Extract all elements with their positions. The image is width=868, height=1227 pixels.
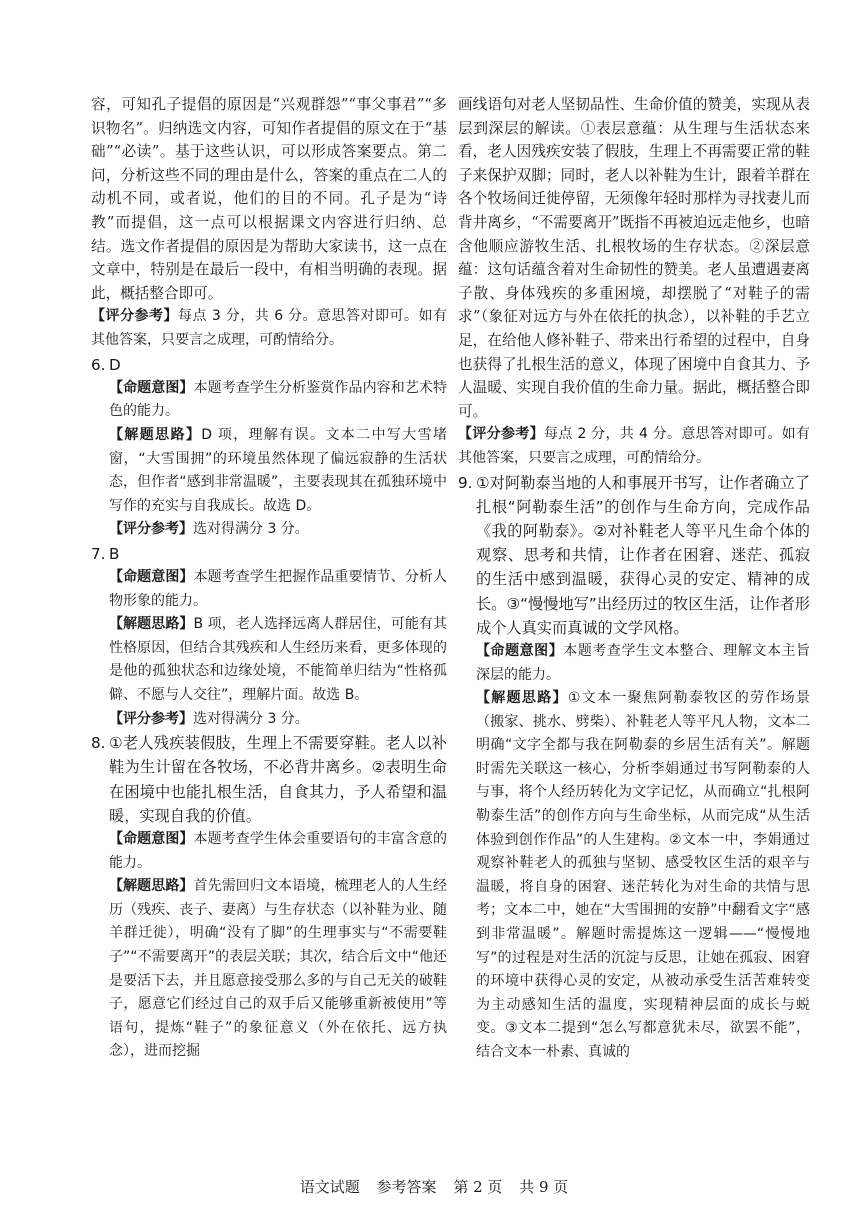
q7-idea: [91, 613, 447, 707]
intent-text: 本题考查学生文本整合、理解文本主旨深层的能力。: [476, 642, 811, 683]
q8-answer: [91, 731, 447, 828]
score-text: 每点 3 分，共 6 分。意思答对即可。如有其他答案，只要言之成理，可酌情给分。: [91, 308, 448, 348]
question-number: 8.: [91, 734, 106, 753]
score-text: 选对得满分 3 分。: [193, 521, 309, 538]
score-tag: 【评分参考】: [109, 710, 193, 727]
idea-tag: 【解题思路】: [109, 426, 202, 443]
question-number: 9.: [458, 473, 473, 492]
q5-score-reference: [91, 305, 447, 352]
idea-text: ①文本一聚焦阿勒泰牧区的劳作场景（搬家、挑水、劈柴）、补鞋老人等平凡人物，文本二明确“文字全都与我在阿勒泰的乡居生活有关”。解题时需先关联这一核心，分析李娟通过书写阿勒泰的人与事，将个人经历转化为文字记忆，从而确立“扎根阿勒泰生活”的创作方向与生命坐标，从而完成“从生活体验到创作作品”的人生建构。②文本一中，李娟通过观察补鞋老人的孤独与坚韧、感受牧区生活的艰辛与温暖，将自身的困窘、迷茫转化为对生命的共情与思考；文本二中，她在“大雪围拥的安静”中翻看文字“感到非常温暖”。解题时需提炼这一逻辑——“慢慢地写”的过程是对生活的沉淀与反思，让她在孤寂、困窘的环境中获得心灵的安定，从被动承受生活苦难转变为主动感知生活的温度，实现精神层面的成长与蜕变。③文本二提到“怎么写都意犹未尽，欲罢不能”，结合文本一朴素、真诚的: [476, 690, 810, 1061]
intent-tag: 【命题意图】: [109, 831, 194, 848]
q7-intent: [91, 566, 447, 613]
answer-text: D: [109, 355, 121, 374]
footer-total: 共 9 页: [519, 1178, 569, 1196]
q6-answer: [91, 353, 447, 377]
idea-text: D 项，理解有误。文本二中写大雪堵窗，“大雪围拥”的环境虽然体现了偏远寂静的生活状态，但作者“感到非常温暖”，主要表现其在孤独环境中写作的充实与自我成长。故选 D。: [109, 426, 447, 514]
left-column: [91, 93, 447, 1064]
q6-score: [91, 518, 447, 542]
right-column: [458, 93, 810, 1065]
question-number: 6.: [91, 355, 106, 374]
score-text: 每点 2 分，共 4 分。意思答对即可。如有其他答案，只要言之成理，可酌情给分。: [458, 426, 810, 466]
q8-idea-continued: 画线语句对老人坚韧品性、生命价值的赞美，实现从表层到深层的解读。①表层意蕴：从生理与生活状态来看，老人因残疾安装了假肢，生理上不再需要正常的鞋子来保护双脚；同时，老人以补鞋为生计，跟着羊群在各个牧场间迁徙停留，无须像年轻时那样为寻找妻儿而背井离乡，“不需要离开”既指不再被迫远走他乡，也暗含他顺应游牧生活、扎根牧场的生存状态。②深层意蕴：这句话蕴含着对生命韧性的赞美。老人虽遭遇妻离子散、身体残疾的多重困境，却摆脱了“对鞋子的需求”（象征对远方与外在依托的执念），以补鞋的手艺立足，在给他人修补鞋子、带来出行希望的过程中，自身也获得了扎根生活的意义，体现了困境中自食其力、予人温暖、实现自我价值的生命力量。据此，概括整合即可。: [458, 96, 810, 420]
intent-tag: 【命题意图】: [476, 642, 564, 659]
footer-page: 第 2 页: [453, 1178, 503, 1196]
page-footer: [0, 1176, 868, 1197]
q8-intent: [91, 828, 447, 875]
q9-answer: [458, 471, 810, 640]
q7-answer: [91, 542, 447, 566]
intent-text: 本题考查学生体会重要语句的丰富含意的能力。: [109, 831, 448, 871]
score-tag: 【评分参考】: [458, 426, 545, 443]
answer-text: B: [109, 544, 120, 563]
intent-tag: 【命题意图】: [109, 569, 194, 586]
score-tag: 【评分参考】: [91, 308, 178, 325]
q9-idea: [458, 687, 810, 1065]
q8-idea: [91, 875, 447, 1064]
question-number: 7.: [91, 544, 106, 563]
intent-text: 本题考查学生把握作品重要情节、分析人物形象的能力。: [109, 569, 448, 609]
q9-intent: [458, 640, 810, 687]
idea-tag: 【解题思路】: [476, 690, 568, 707]
footer-subject: 语文试题: [299, 1178, 360, 1196]
q5-analysis-continued: 容，可知孔子提倡的原因是“兴观群怨”“事父事君”“多识物名”。归纳选文内容，可知作者提倡的原文在于“基础”“必读”。基于这些认识，可以形成答案要点。第二问，分析这些不同的理由是什么，答案的重点在二人的动机不同，或者说，他们的目的不同。孔子是为“诗教”而提倡，这一点可以根据课文内容进行归纳、总结。选文作者提倡的原因是为帮助大家读书，这一点在文章中，特别是在最后一段中，有相当明确的表现。据此，概括整合即可。: [91, 96, 447, 302]
idea-text: 首先需回归文本语境，梳理老人的人生经历（残疾、丧子、妻离）与生存状态（以补鞋为业、随羊群迁徙），明确“没有了脚”的生理事实与“不需要鞋子”“不需要离开”的表层关联；其次，结合后文中“他还是要活下去，并且愿意接受那么多的与自己无关的破鞋子，愿意它们经过自己的双手后又能够重新被使用”等语句，提炼“鞋子”的象征意义（外在依托、远方执念），进而挖掘: [109, 878, 448, 1060]
q7-score: [91, 708, 447, 732]
idea-text: B 项，老人选择远离人群居住，可能有其性格原因，但结合其残疾和人生经历来看，更多体现的是他的孤独状态和边缘处境，不能简单归结为“性格孤僻、不愿与人交往”，理解片面。故选 B。: [109, 616, 448, 704]
idea-tag: 【解题思路】: [109, 616, 194, 633]
q6-intent: [91, 377, 447, 424]
score-tag: 【评分参考】: [109, 521, 193, 538]
idea-tag: 【解题思路】: [109, 878, 194, 895]
intent-tag: 【命题意图】: [109, 379, 194, 396]
footer-section: 参考答案: [376, 1178, 437, 1196]
intent-text: 本题考查学生分析鉴赏作品内容和艺术特色的能力。: [109, 379, 448, 420]
score-text: 选对得满分 3 分。: [193, 710, 309, 727]
q8-score: [458, 423, 810, 470]
q6-idea: [91, 424, 447, 518]
answer-text: ①老人残疾装假肢，生理上不需要穿鞋。老人以补鞋为生计留在各牧场，不必背井离乡。②表明生命在困境中也能扎根生活，自食其力，予人希望和温暖，实现自我的价值。: [109, 734, 447, 825]
answer-text: ①对阿勒泰当地的人和事展开书写，让作者确立了扎根“阿勒泰生活”的创作与生命方向，完成作品《我的阿勒泰》。②对补鞋老人等平凡生命个体的观察、思考和共情，让作者在困窘、迷茫、孤寂的生活中感到温暖，获得心灵的安定、精神的成长。③“慢慢地写”出经历过的牧区生活，让作者形成个人真实而真诚的文学风格。: [476, 473, 810, 637]
